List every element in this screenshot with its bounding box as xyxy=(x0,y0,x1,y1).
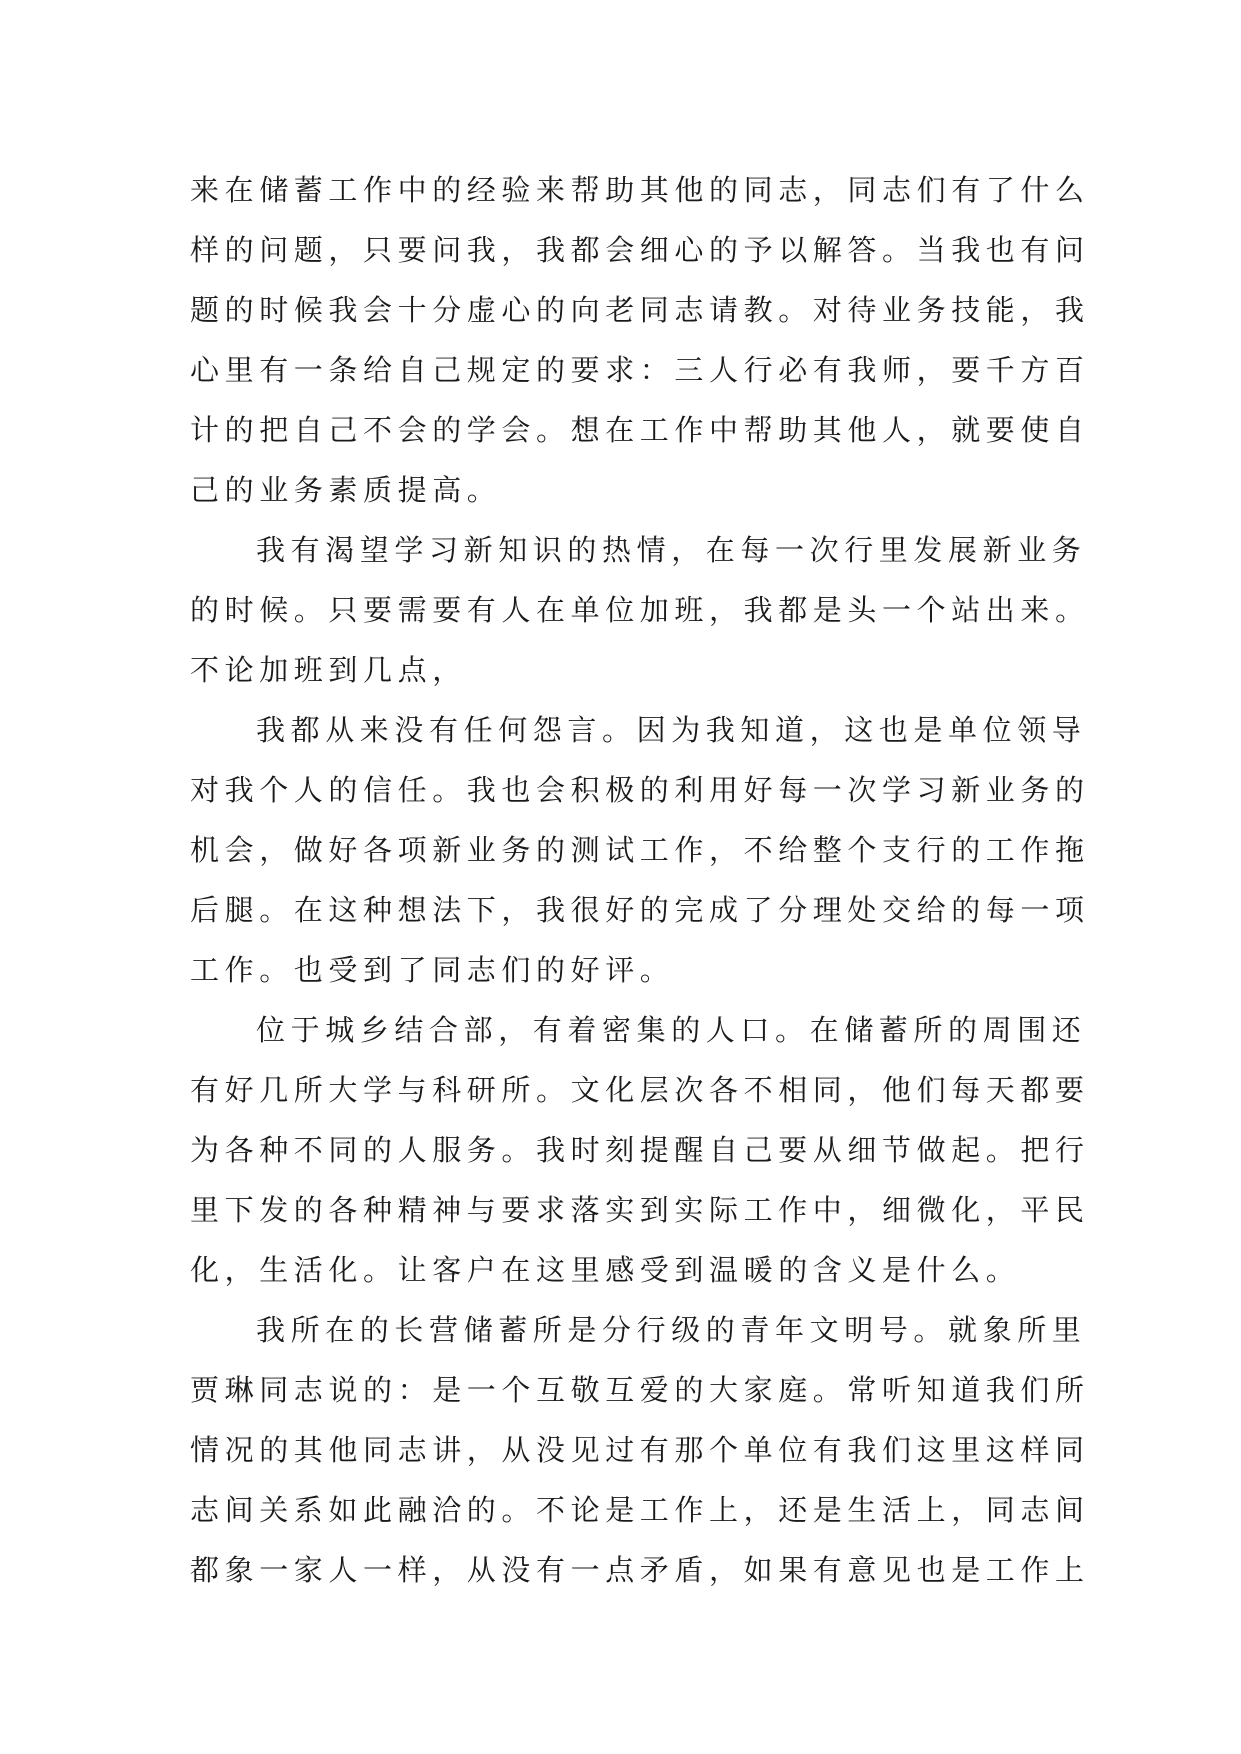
text-line: 的时候。只要需要有人在单位加班，我都是头一个站出来。 xyxy=(190,593,1090,627)
text-line: 计的把自己不会的学会。想在工作中帮助其他人，就要使自 xyxy=(190,413,1090,447)
paragraph-first-line: 位于城乡结合部，有着密集的人口。在储蓄所的周围还 xyxy=(256,1013,1087,1047)
text-line: 来在储蓄工作中的经验来帮助其他的同志，同志们有了什么 xyxy=(190,173,1090,207)
text-line: 机会，做好各项新业务的测试工作，不给整个支行的工作拖 xyxy=(190,833,1090,867)
text-line: 题的时候我会十分虚心的向老同志请教。对待业务技能，我 xyxy=(190,293,1090,327)
text-line: 为各种不同的人服务。我时刻提醒自己要从细节做起。把行 xyxy=(190,1133,1090,1167)
text-line: 化，生活化。让客户在这里感受到温暖的含义是什么。 xyxy=(190,1253,1021,1287)
body-text xyxy=(190,160,1090,1600)
text-line: 后腿。在这种想法下，我很好的完成了分理处交给的每一项 xyxy=(190,893,1090,927)
paragraph-first-line: 我有渴望学习新知识的热情，在每一次行里发展新业务 xyxy=(256,533,1087,567)
text-line: 有好几所大学与科研所。文化层次各不相同，他们每天都要 xyxy=(190,1073,1090,1107)
text-line: 样的问题，只要问我，我都会细心的予以解答。当我也有问 xyxy=(190,233,1090,267)
text-line: 情况的其他同志讲，从没见过有那个单位有我们这里这样同 xyxy=(190,1433,1090,1467)
text-line: 志间关系如此融洽的。不论是工作上，还是生活上，同志间 xyxy=(190,1493,1090,1527)
text-line: 不论加班到几点， xyxy=(190,653,467,687)
text-line: 己的业务素质提高。 xyxy=(190,473,502,507)
paragraph-first-line: 我所在的长营储蓄所是分行级的青年文明号。就象所里 xyxy=(256,1313,1087,1347)
text-line: 工作。也受到了同志们的好评。 xyxy=(190,953,675,987)
text-line: 对我个人的信任。我也会积极的利用好每一次学习新业务的 xyxy=(190,773,1090,807)
text-line: 都象一家人一样，从没有一点矛盾，如果有意见也是工作上 xyxy=(190,1553,1090,1587)
text-line: 心里有一条给自己规定的要求：三人行必有我师，要千方百 xyxy=(190,353,1090,387)
text-line: 里下发的各种精神与要求落实到实际工作中，细微化，平民 xyxy=(190,1193,1090,1227)
text-line: 贾琳同志说的：是一个互敬互爱的大家庭。常听知道我们所 xyxy=(190,1373,1090,1407)
paragraph-first-line: 我都从来没有任何怨言。因为我知道，这也是单位领导 xyxy=(256,713,1087,747)
